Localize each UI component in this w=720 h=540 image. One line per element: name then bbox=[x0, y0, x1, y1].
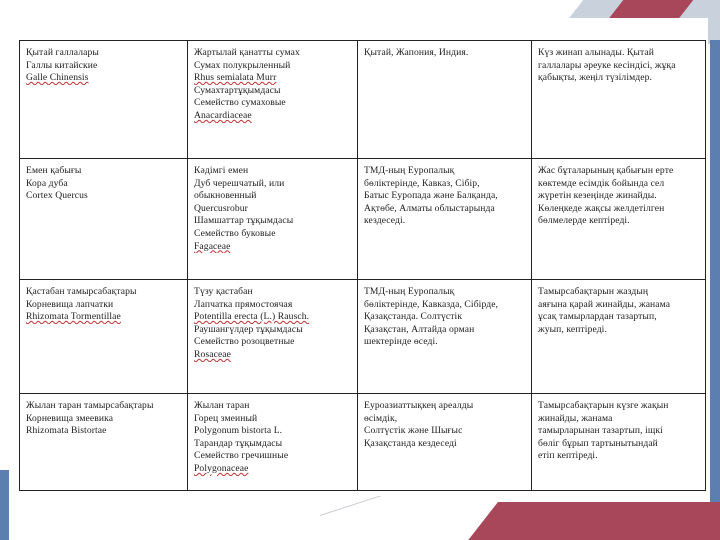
cell-line: Anacardiaceae bbox=[194, 109, 252, 121]
table-cell-raw-material bbox=[20, 394, 188, 491]
cell-line: Тамырсабақтарын күзге жақын bbox=[538, 400, 669, 411]
cell-line: Семейство гречишные bbox=[194, 450, 289, 462]
cell-line: Сумахтартұқымдасы bbox=[194, 84, 281, 96]
table-row bbox=[20, 394, 706, 491]
table-cell-harvest bbox=[532, 159, 706, 280]
decorative-band-bottom bbox=[462, 502, 720, 540]
plant-table bbox=[19, 40, 706, 491]
table-cell-plant bbox=[188, 41, 358, 159]
table-row bbox=[20, 280, 706, 394]
cell-line: Polygonaceae bbox=[194, 462, 249, 474]
cell-line: Жылан таран bbox=[194, 400, 250, 411]
cell-line: етіп кептіреді. bbox=[538, 450, 598, 462]
cell-line: қабықты, жеңіл түзілімдер. bbox=[538, 72, 652, 84]
cell-line: Батыс Еуропада және Балқанда, bbox=[364, 190, 498, 202]
table-row bbox=[20, 41, 706, 159]
cell-line: Сумах полукрыленный bbox=[194, 59, 291, 71]
cell-line: тамырларынан тазартып, іщкі bbox=[538, 425, 663, 437]
cell-line: кездеседі. bbox=[364, 215, 406, 227]
cell-line: Кора дуба bbox=[26, 177, 68, 189]
cell-line: Тарандар тұқымдасы bbox=[194, 437, 283, 449]
cell-line: Жылан таран тамырсабақтары bbox=[26, 400, 154, 411]
cell-line: Қытай галлалары bbox=[26, 47, 99, 58]
cell-line: Кәдімгі емен bbox=[194, 165, 249, 176]
table-cell-plant bbox=[188, 394, 358, 491]
cell-line: Күз жинап алынады. Қытай bbox=[538, 47, 654, 58]
cell-line: Қастабан тамырсабақтары bbox=[26, 286, 137, 297]
table-cell-distribution bbox=[358, 394, 532, 491]
cell-line: Солтүстік және Шығыс bbox=[364, 425, 463, 437]
cell-line: Жас бұталарының қабығын ерте bbox=[538, 165, 674, 176]
cell-line: Корневища лапчатки bbox=[26, 298, 114, 310]
cell-line: Дуб черешчатый, или bbox=[194, 177, 285, 189]
cell-line: жуып, кептіреді. bbox=[538, 323, 607, 335]
cell-line: ТМД-ның Еуропалық bbox=[364, 165, 455, 176]
table-cell-distribution bbox=[358, 41, 532, 159]
cell-line: Корневища змеевика bbox=[26, 412, 114, 424]
cell-line: көктемде есімдік бойында сел bbox=[538, 177, 665, 189]
cell-line: бөліктерінде, Кавказ, Сібір, bbox=[364, 177, 480, 189]
cell-line: Ақтөбе, Алматы облыстарында bbox=[364, 202, 495, 214]
document-page bbox=[9, 18, 708, 496]
cell-line: Қытай, Жапония, Индия. bbox=[364, 47, 469, 58]
cell-line: Лапчатка прямостоячая bbox=[194, 298, 293, 310]
cell-line: Қазақстанда кездеседі bbox=[364, 437, 457, 449]
cell-line: Rosaceae bbox=[194, 348, 232, 360]
cell-line: өсімдік, bbox=[364, 412, 398, 424]
cell-line: бөлмелерде кептіреді. bbox=[538, 215, 630, 227]
cell-line: бөліктерінде, Кавказда, Сібірде, bbox=[364, 298, 499, 310]
cell-line: Емен қабығы bbox=[26, 165, 82, 176]
decorative-strip-left bbox=[0, 470, 9, 540]
cell-line: Rhizomata Tormentillae bbox=[26, 311, 121, 323]
table-cell-raw-material bbox=[20, 159, 188, 280]
cell-line: аяғына қарай жинайды, жанама bbox=[538, 298, 671, 310]
cell-line: Семейство розоцветные bbox=[194, 336, 295, 348]
cell-line: Семейство буковые bbox=[194, 227, 276, 239]
cell-line: Galle Chinensis bbox=[26, 72, 89, 84]
table-cell-harvest bbox=[532, 280, 706, 394]
cell-line: Polygonum bistorta L. bbox=[194, 425, 283, 437]
table-cell-distribution bbox=[358, 280, 532, 394]
table-cell-plant bbox=[188, 280, 358, 394]
table-cell-plant bbox=[188, 159, 358, 280]
cell-line: Cortex Quercus bbox=[26, 190, 88, 202]
cell-line: Тамырсабақтарын жаздың bbox=[538, 286, 649, 297]
cell-line: Fagaceae bbox=[194, 240, 231, 252]
cell-line: ТМД-ның Еуропалық bbox=[364, 286, 455, 297]
table-row bbox=[20, 159, 706, 280]
cell-line: Раушангүлдер тұқымдасы bbox=[194, 323, 303, 335]
cell-line: Rhus semialata Murr bbox=[194, 72, 277, 84]
cell-line: жүретін кезеңінде жинайды. bbox=[538, 190, 657, 202]
cell-line: Түзу қастабан bbox=[194, 286, 253, 297]
cell-line: Шамшаттар тұқымдасы bbox=[194, 215, 294, 227]
cell-line: бөліг бұрып тартынытындай bbox=[538, 437, 658, 449]
cell-line: Еуроазиаттықкең ареалды bbox=[364, 400, 474, 411]
table-cell-raw-material bbox=[20, 41, 188, 159]
cell-line: Қазақстанда. Солтүстік bbox=[364, 311, 463, 323]
table-cell-distribution bbox=[358, 159, 532, 280]
cell-line: Potentilla erecta (L.) Rausch. bbox=[194, 311, 310, 323]
cell-line: шектерінде өседі. bbox=[364, 336, 438, 348]
cell-line: обыкновенный bbox=[194, 190, 257, 202]
cell-line: Галлы китайские bbox=[26, 59, 98, 71]
cell-line: Rhizomata Bistortae bbox=[26, 425, 107, 437]
cell-line: галлалары әреуке кесіндісі, жұқа bbox=[538, 59, 676, 71]
cell-line: Көлеңкеде жақсы желдетілген bbox=[538, 202, 665, 214]
cell-line: Quercusrobur bbox=[194, 202, 248, 214]
table-cell-raw-material bbox=[20, 280, 188, 394]
cell-line: Горец змеиный bbox=[194, 412, 258, 424]
table-cell-harvest bbox=[532, 394, 706, 491]
cell-line: жинайды, жанама bbox=[538, 412, 613, 424]
table-cell-harvest bbox=[532, 41, 706, 159]
cell-line: Жартылай қанатты сумах bbox=[194, 47, 300, 58]
cell-line: Семейство сумаховые bbox=[194, 97, 286, 109]
cell-line: ұсақ тамырлардан тазартып, bbox=[538, 311, 657, 323]
decorative-strip-right bbox=[710, 40, 720, 540]
cell-line: Қазақстан, Алтайда орман bbox=[364, 323, 475, 335]
